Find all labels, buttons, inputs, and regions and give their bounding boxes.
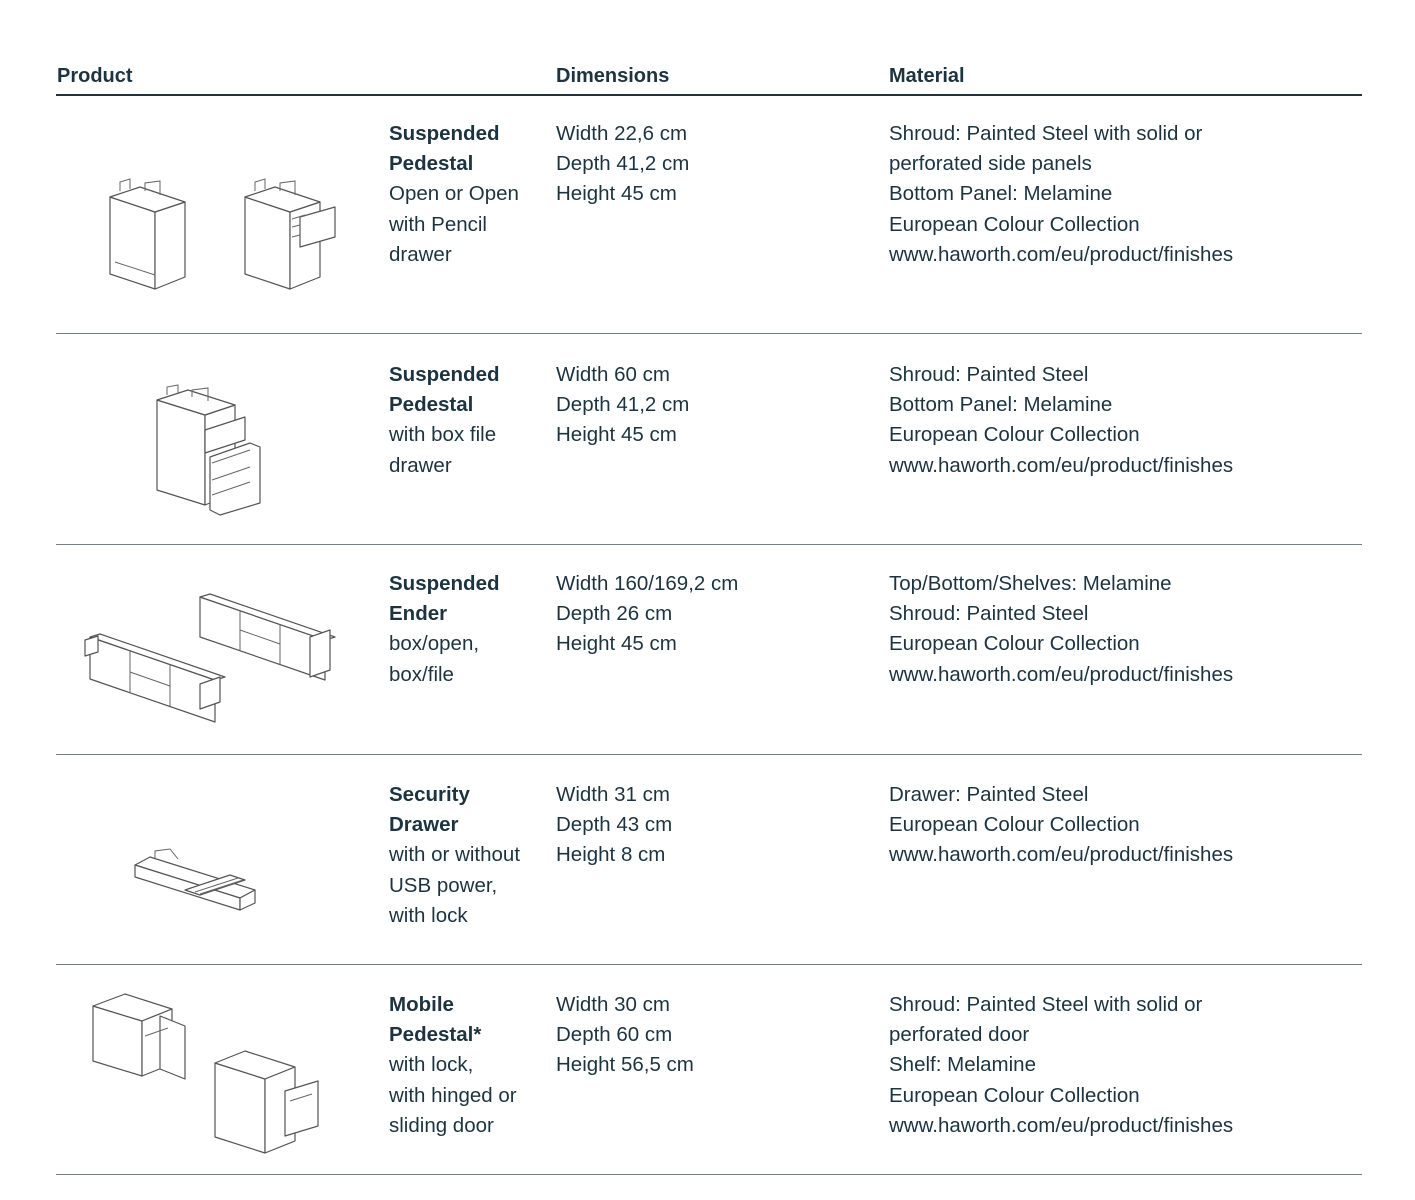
- row-divider: [56, 964, 1362, 965]
- finishes-link[interactable]: www.haworth.com/eu/product/finishes: [889, 1113, 1234, 1137]
- product-dimensions: Width 160/169,2 cm Depth 26 cm Height 45 cm: [556, 572, 739, 656]
- header-product: Product: [57, 65, 133, 87]
- mobile-pedestal-illustration: [60, 986, 360, 1166]
- product-material: Top/Bottom/Shelves: Melamine Shroud: Painted Steel European Colour Collection www.haworth.com/eu/product/finishes: [889, 569, 1359, 690]
- product-name: Suspended Pedestal with box file drawer: [389, 363, 500, 477]
- pedestal-pencil-drawer-drawing: [245, 179, 335, 289]
- product-name: Suspended Pedestal Open or Open with Pencil drawer: [389, 122, 519, 266]
- header-material: Material: [889, 65, 965, 87]
- row-divider: [56, 544, 1362, 545]
- ender-box-file-drawing: [85, 634, 225, 722]
- product-material: Drawer: Painted Steel European Colour Collection www.haworth.com/eu/product/finishes: [889, 780, 1359, 871]
- product-dimensions: Width 22,6 cm Depth 41,2 cm Height 45 cm: [556, 122, 690, 206]
- finishes-link[interactable]: www.haworth.com/eu/product/finishes: [889, 453, 1234, 477]
- finishes-link[interactable]: www.haworth.com/eu/product/finishes: [889, 662, 1234, 686]
- row-divider: [56, 1174, 1362, 1175]
- product-name: Suspended Ender box/open, box/file: [389, 572, 500, 686]
- suspended-ender-illustration: [60, 572, 360, 752]
- mobile-pedestal-hinged-drawing: [93, 994, 185, 1079]
- box-file-pedestal-illustration: [60, 360, 360, 540]
- product-name: Security Drawer with or without USB power, with lock: [389, 783, 521, 927]
- product-material: Shroud: Painted Steel with solid or perforated side panels Bottom Panel: Melamine European Colour Collection www.haworth.com/eu/product/finishes: [889, 119, 1359, 270]
- header-rule: [56, 94, 1362, 96]
- header-dimensions: Dimensions: [556, 65, 670, 87]
- finishes-link[interactable]: www.haworth.com/eu/product/finishes: [889, 843, 1234, 867]
- pedestal-open-drawing: [110, 179, 185, 289]
- product-dimensions: Width 30 cm Depth 60 cm Height 56,5 cm: [556, 993, 694, 1077]
- product-dimensions: Width 31 cm Depth 43 cm Height 8 cm: [556, 783, 673, 867]
- product-dimensions: Width 60 cm Depth 41,2 cm Height 45 cm: [556, 363, 690, 447]
- ender-box-open-drawing: [200, 594, 335, 680]
- suspended-pedestal-illustration: [60, 147, 360, 327]
- row-divider: [56, 333, 1362, 334]
- product-material: Shroud: Painted Steel Bottom Panel: Melamine European Colour Collection www.haworth.com/eu/product/finishes: [889, 360, 1359, 481]
- row-divider: [56, 754, 1362, 755]
- product-name: Mobile Pedestal* with lock, with hinged or sliding door: [389, 993, 517, 1137]
- product-material: Shroud: Painted Steel with solid or perforated door Shelf: Melamine European Colour Collection www.haworth.com/eu/product/finishes: [889, 990, 1359, 1141]
- security-drawer-illustration: [60, 800, 360, 980]
- mobile-pedestal-sliding-drawing: [215, 1051, 318, 1153]
- finishes-link[interactable]: www.haworth.com/eu/product/finishes: [889, 242, 1234, 266]
